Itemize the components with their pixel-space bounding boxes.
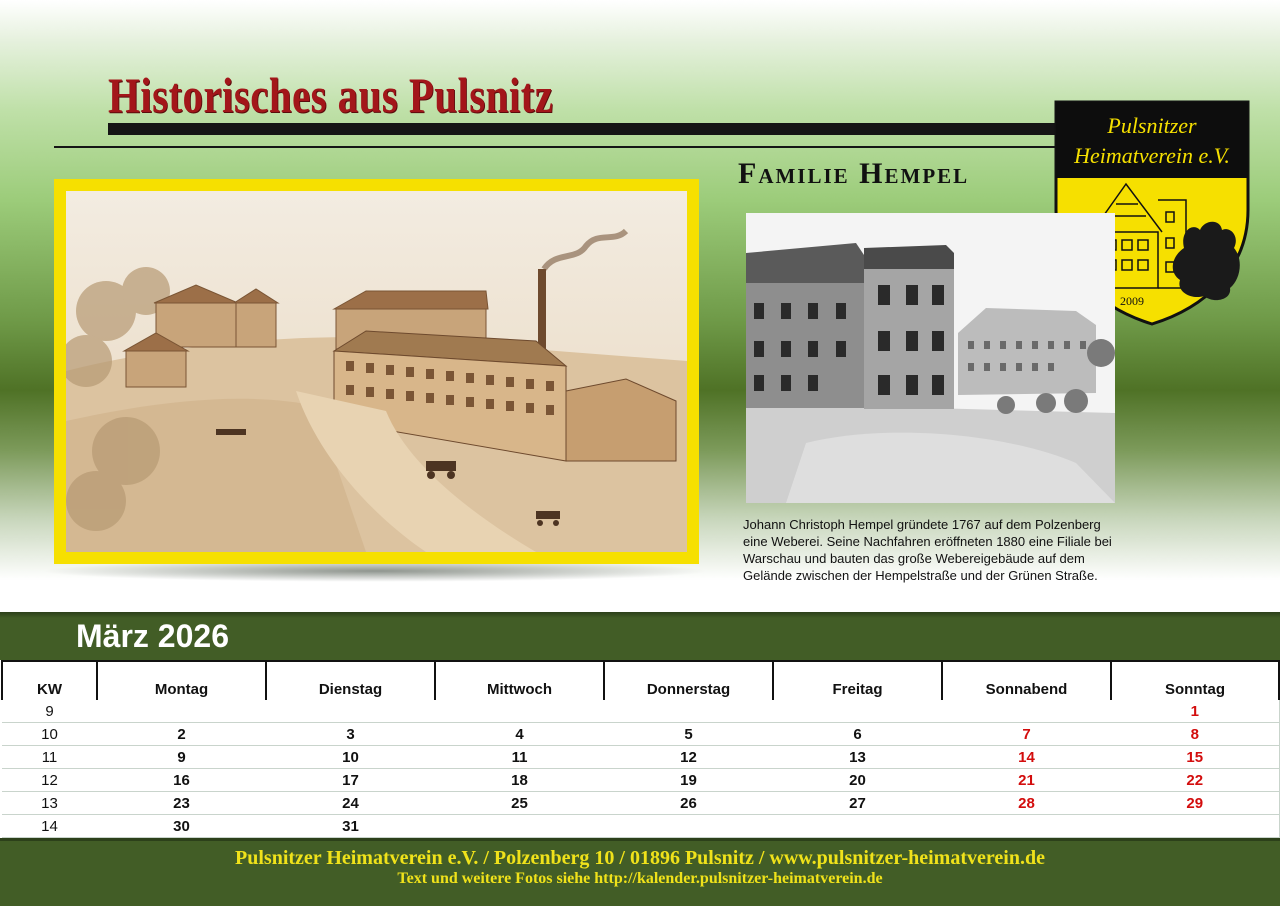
calendar-header-row: [2, 661, 1279, 700]
day-cell: 9: [97, 746, 266, 769]
day-cell: [773, 815, 942, 838]
factory-photo: [746, 213, 1115, 503]
calendar-week-row: [2, 746, 1279, 769]
header-mittwoch: Mittwoch: [435, 661, 604, 700]
main-photo-frame: [54, 179, 699, 564]
weekend-day-cell: [1111, 815, 1279, 838]
calendar-week-row: [2, 723, 1279, 746]
day-cell: [604, 700, 773, 723]
day-cell: 26: [604, 792, 773, 815]
day-cell: [604, 815, 773, 838]
month-title: März 2026: [76, 618, 229, 654]
footer-address: Pulsnitzer Heimatverein e.V. / Polzenberg 10 / 01896 Pulsnitz / www.pulsnitzer-heimatverein.de: [235, 847, 1045, 869]
calendar-week-row: [2, 792, 1279, 815]
day-cell: 23: [97, 792, 266, 815]
week-number: 10: [2, 723, 97, 746]
day-cell: [97, 700, 266, 723]
day-cell: 12: [604, 746, 773, 769]
day-cell: 13: [773, 746, 942, 769]
header-sonnabend: Sonnabend: [942, 661, 1111, 700]
calendar-week-row: [2, 815, 1279, 838]
week-number: 12: [2, 769, 97, 792]
day-cell: 30: [97, 815, 266, 838]
page-subtitle: Familie Hempel: [738, 157, 970, 190]
day-cell: 2: [97, 723, 266, 746]
week-number: 11: [2, 746, 97, 769]
day-cell: 3: [266, 723, 435, 746]
day-cell: [266, 700, 435, 723]
day-cell: 4: [435, 723, 604, 746]
factory-illustration: [66, 191, 687, 552]
header-donnerstag: Donnerstag: [604, 661, 773, 700]
day-cell: 20: [773, 769, 942, 792]
day-cell: 17: [266, 769, 435, 792]
day-cell: 10: [266, 746, 435, 769]
day-cell: 18: [435, 769, 604, 792]
logo-year: 2009: [1120, 294, 1144, 308]
day-cell: 27: [773, 792, 942, 815]
weekend-day-cell: 1: [1111, 700, 1279, 723]
logo-line2: Heimatverein e.V.: [1074, 143, 1230, 168]
weekend-day-cell: 8: [1111, 723, 1279, 746]
photo-caption: Johann Christoph Hempel gründete 1767 auf dem Polzenberg eine Weberei. Seine Nachfahren eröffneten 1880 eine Filiale bei Warschau und bauten das große Webereigebäude auf dem Gelände zwischen der Hempelstraße und der Grünen Straße.: [743, 517, 1112, 583]
weekend-day-cell: 28: [942, 792, 1111, 815]
calendar-table: [1, 660, 1280, 838]
day-cell: 6: [773, 723, 942, 746]
weekend-day-cell: 21: [942, 769, 1111, 792]
title-divider-line: [54, 146, 1058, 148]
day-cell: [435, 815, 604, 838]
title-underline-bar: [108, 123, 1058, 135]
header-kw: KW: [2, 661, 97, 700]
header-freitag: Freitag: [773, 661, 942, 700]
weekend-day-cell: 22: [1111, 769, 1279, 792]
week-number: 9: [2, 700, 97, 723]
weekend-day-cell: 29: [1111, 792, 1279, 815]
weekend-day-cell: [942, 815, 1111, 838]
logo-line1: Pulsnitzer: [1107, 113, 1197, 138]
calendar-week-row: [2, 769, 1279, 792]
weekend-day-cell: [942, 700, 1111, 723]
header-dienstag: Dienstag: [266, 661, 435, 700]
weekend-day-cell: 14: [942, 746, 1111, 769]
day-cell: [435, 700, 604, 723]
header-montag: Montag: [97, 661, 266, 700]
day-cell: 5: [604, 723, 773, 746]
day-cell: [773, 700, 942, 723]
page-title: Historisches aus Pulsnitz: [108, 67, 554, 123]
day-cell: 11: [435, 746, 604, 769]
header-sonntag: Sonntag: [1111, 661, 1279, 700]
week-number: 14: [2, 815, 97, 838]
day-cell: 19: [604, 769, 773, 792]
calendar-week-row: [2, 700, 1279, 723]
day-cell: 25: [435, 792, 604, 815]
footer-link-note: Text und weitere Fotos siehe http://kalender.pulsnitzer-heimatverein.de: [397, 870, 883, 887]
day-cell: 16: [97, 769, 266, 792]
week-number: 13: [2, 792, 97, 815]
day-cell: 24: [266, 792, 435, 815]
weekend-day-cell: 15: [1111, 746, 1279, 769]
weekend-day-cell: 7: [942, 723, 1111, 746]
day-cell: 31: [266, 815, 435, 838]
